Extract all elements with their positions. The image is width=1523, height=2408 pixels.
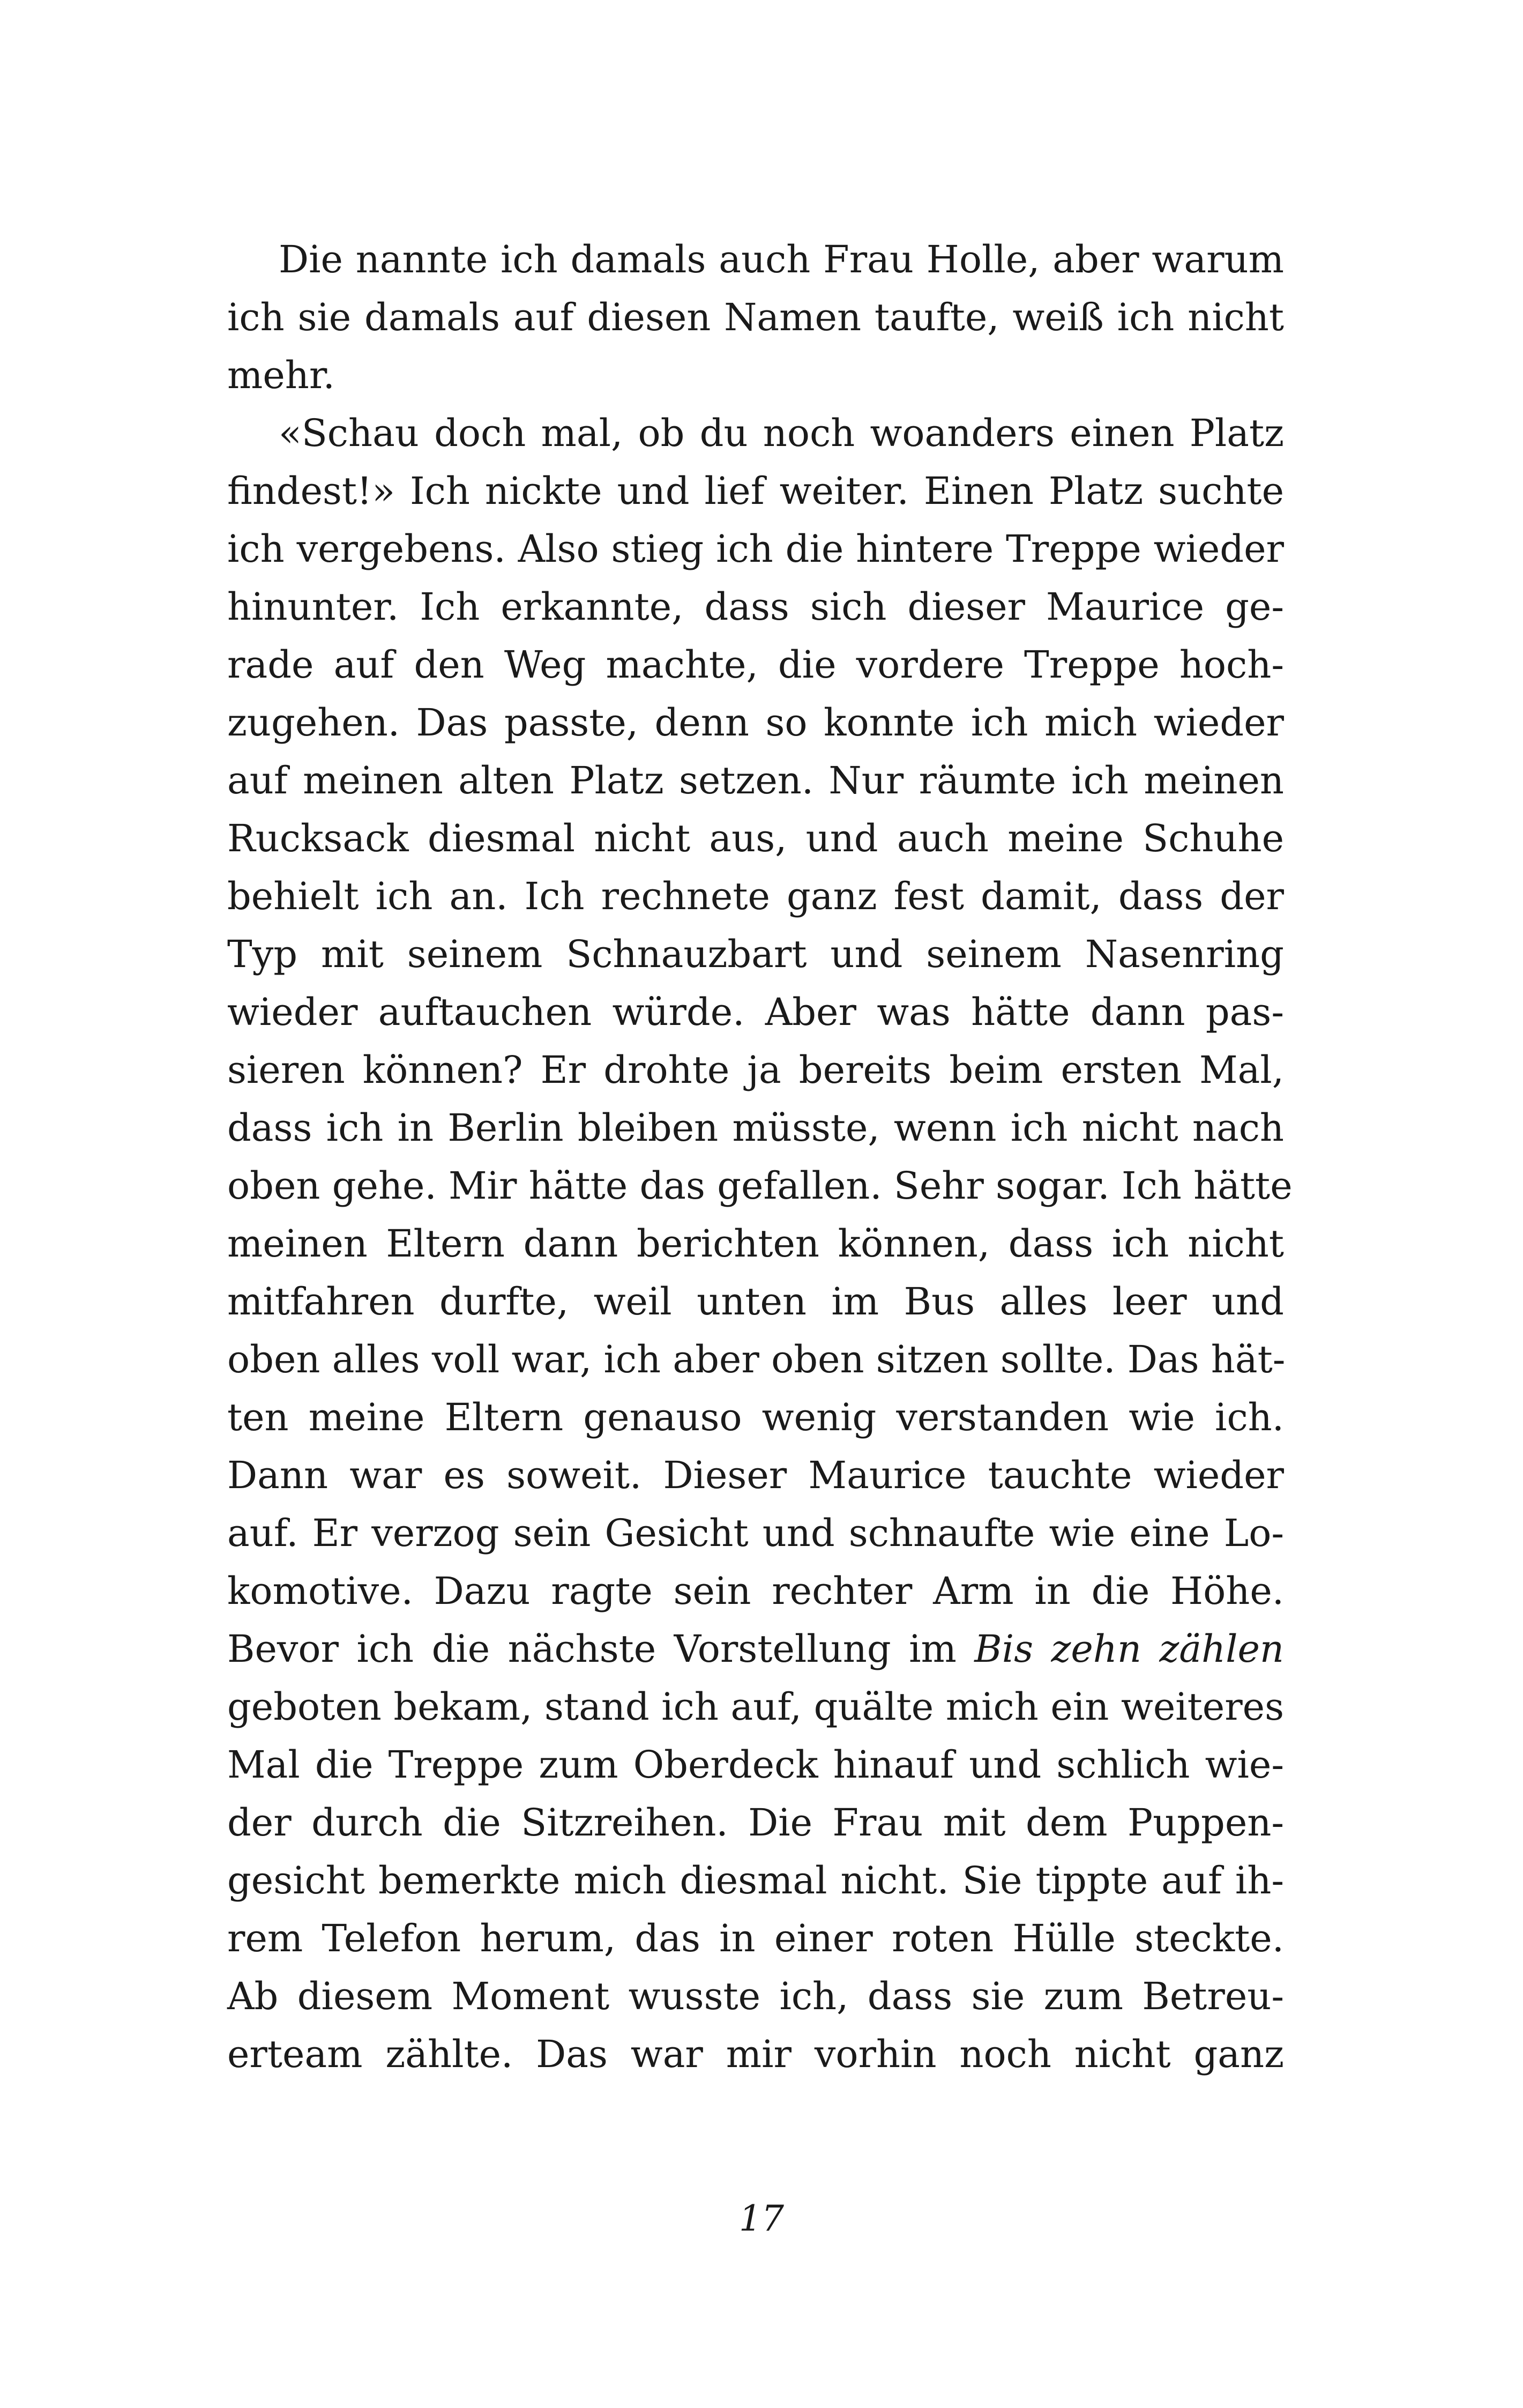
text-line: ten meine Eltern genauso wenig verstanden wie ich. xyxy=(227,1395,1284,1439)
text-line: sieren können? Er drohte ja bereits beim ersten Mal, xyxy=(227,1048,1284,1092)
text-line: oben alles voll war, ich aber oben sitzen sollte. Das hät- xyxy=(227,1337,1286,1381)
text-line: mitfahren durfte, weil unten im Bus alles leer und xyxy=(227,1280,1284,1324)
text-line: hinunter. Ich erkannte, dass sich dieser Maurice ge- xyxy=(227,585,1284,629)
text-line: komotive. Dazu ragte sein rechter Arm in die Höhe. xyxy=(227,1569,1284,1613)
italic-phrase: Bis zehn zählen xyxy=(974,1627,1284,1671)
text-line: Mal die Treppe zum Oberdeck hinauf und schlich wie- xyxy=(227,1743,1284,1787)
text-line: wieder auftauchen würde. Aber was hätte dann pas- xyxy=(227,990,1284,1034)
text-line: Typ mit seinem Schnauzbart und seinem Nasenring xyxy=(227,932,1284,976)
text-line: Dann war es soweit. Dieser Maurice tauchte wieder xyxy=(227,1453,1284,1497)
text-line: oben gehe. Mir hätte das gefallen. Sehr sogar. Ich hätte xyxy=(227,1164,1293,1208)
text-line: geboten bekam, stand ich auf, quälte mich ein weiteres xyxy=(227,1685,1284,1729)
text-line: behielt ich an. Ich rechnete ganz fest damit, dass der xyxy=(227,874,1284,918)
text-line: «Schau doch mal, ob du noch woanders einen Platz xyxy=(279,411,1284,455)
text-line: mehr. xyxy=(227,353,335,397)
text-line: der durch die Sitzreihen. Die Frau mit dem Puppen- xyxy=(227,1801,1284,1845)
text-line: meinen Eltern dann berichten können, dass ich nicht xyxy=(227,1222,1284,1266)
text-segment: Bevor ich die nächste Vorstellung im xyxy=(227,1627,975,1671)
text-line: findest!» Ich nickte und lief weiter. Einen Platz suchte xyxy=(227,469,1284,513)
text-line-with-italic xyxy=(227,1620,1284,1678)
text-line: rem Telefon herum, das in einer roten Hülle steckte. xyxy=(227,1916,1284,1960)
body-text xyxy=(227,231,1293,2083)
text-line: Rucksack diesmal nicht aus, und auch meine Schuhe xyxy=(227,816,1284,860)
text-line: rade auf den Weg machte, die vordere Treppe hoch- xyxy=(227,643,1284,687)
text-line: Ab diesem Moment wusste ich, dass sie zum Betreu- xyxy=(227,1974,1284,2018)
text-line: erteam zählte. Das war mir vorhin noch nicht ganz xyxy=(227,2032,1284,2076)
text-line: gesicht bemerkte mich diesmal nicht. Sie tippte auf ih- xyxy=(227,1859,1284,1902)
text-line: dass ich in Berlin bleiben müsste, wenn ich nicht nach xyxy=(227,1106,1284,1150)
text-line: ich vergebens. Also stieg ich die hintere Treppe wieder xyxy=(227,527,1284,571)
text-line: zugehen. Das passte, denn so konnte ich mich wieder xyxy=(227,701,1284,745)
page-number: 17 xyxy=(739,2198,784,2239)
text-line: auf meinen alten Platz setzen. Nur räumte ich meinen xyxy=(227,759,1284,802)
text-line: ich sie damals auf diesen Namen taufte, weiß ich nicht xyxy=(227,295,1284,339)
text-line: auf. Er verzog sein Gesicht und schnaufte wie eine Lo- xyxy=(227,1511,1284,1555)
text-line: Die nannte ich damals auch Frau Holle, aber warum xyxy=(279,237,1284,281)
